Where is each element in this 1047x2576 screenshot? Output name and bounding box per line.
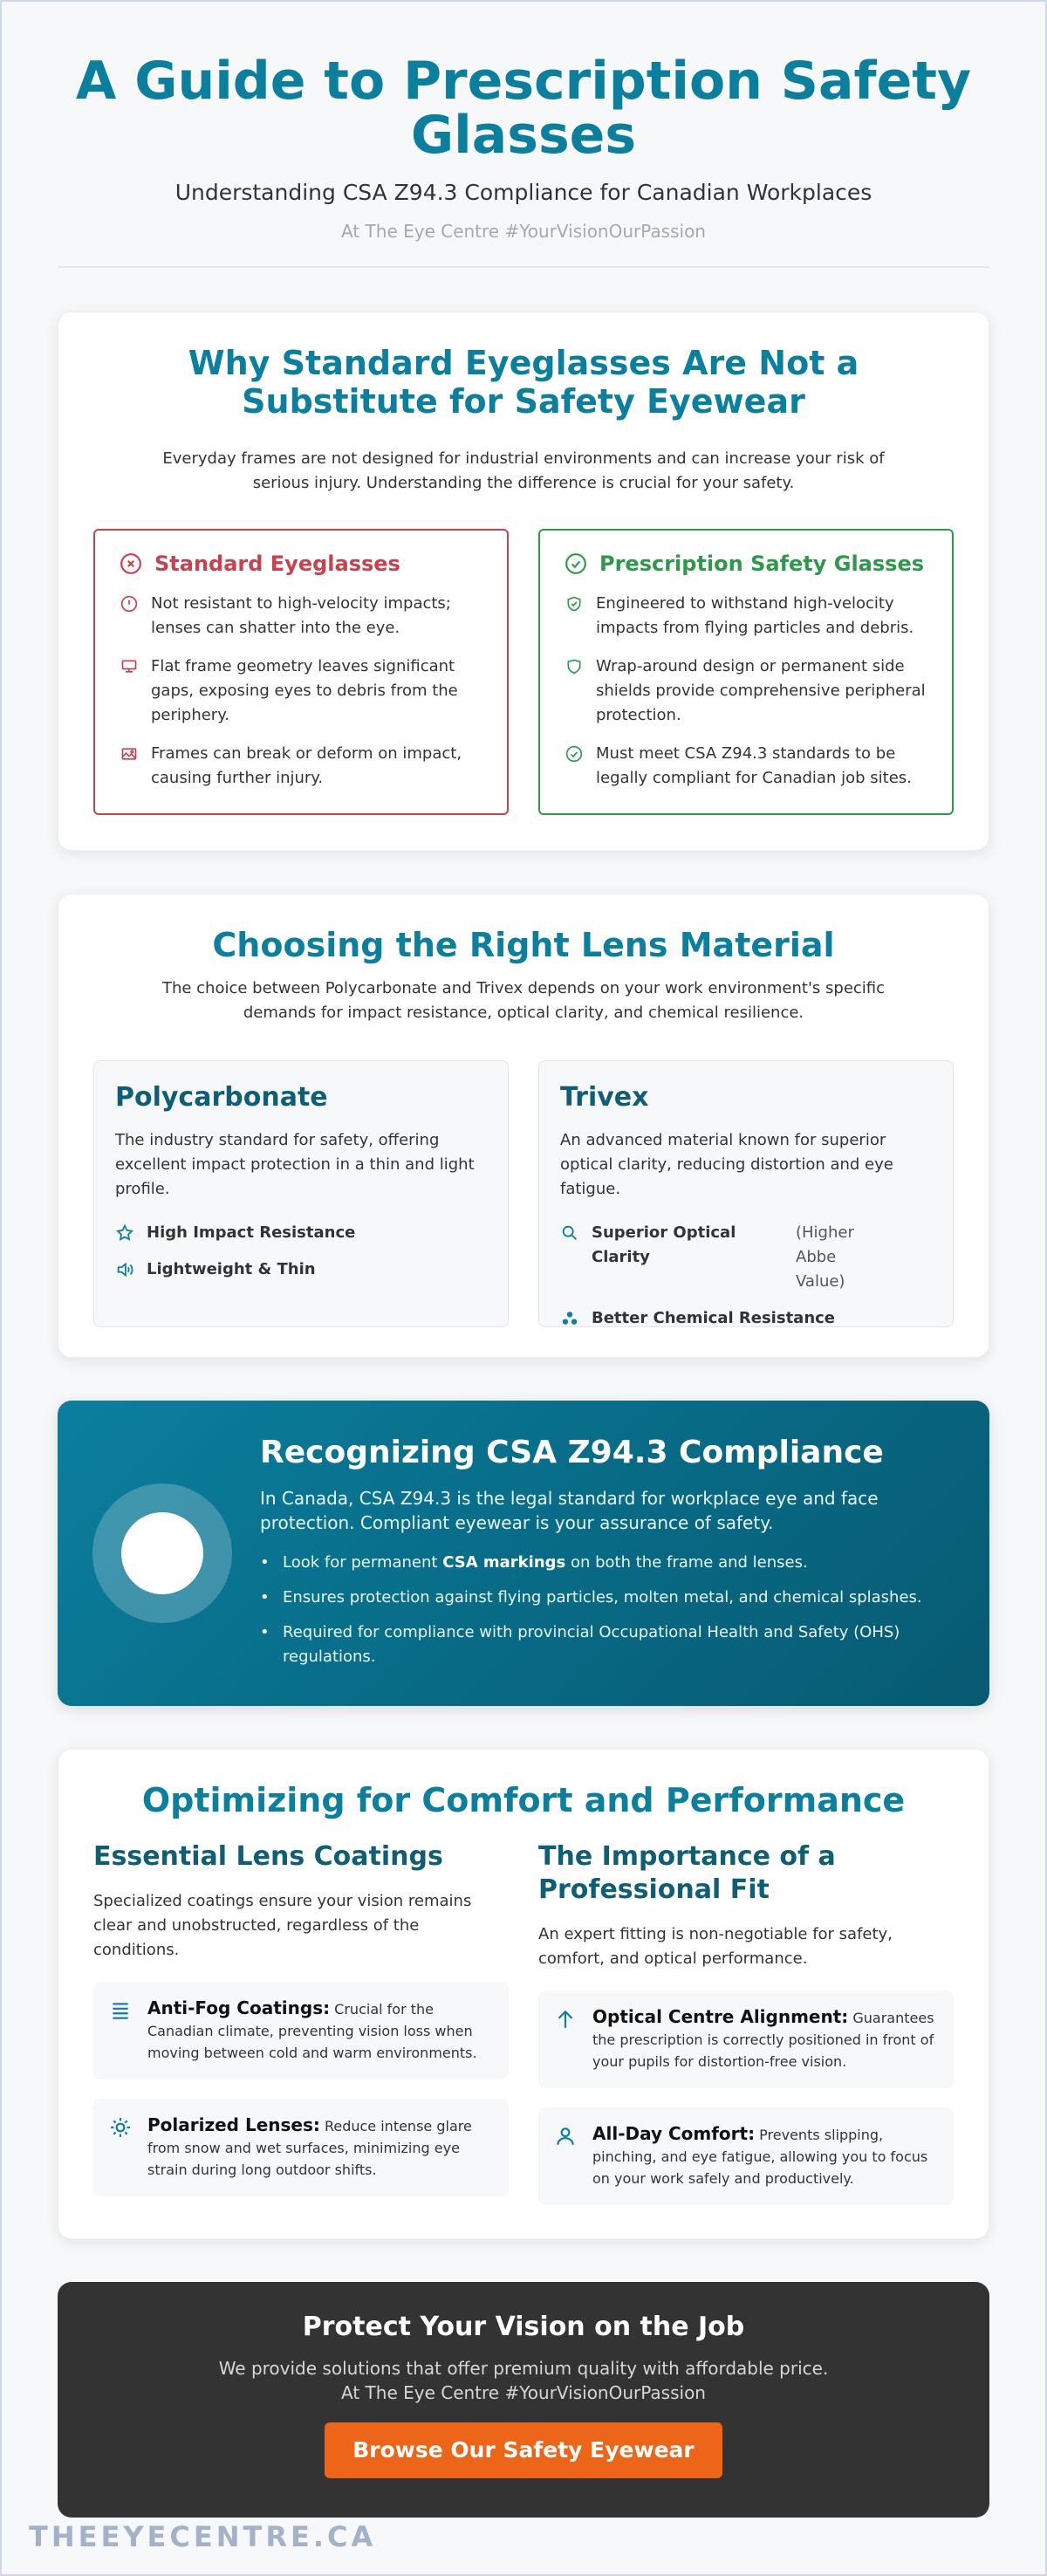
fit-heading: The Importance of a Professional Fit xyxy=(538,1841,836,1905)
speaker-icon xyxy=(115,1260,134,1279)
standard-vs-safety-section xyxy=(58,312,989,851)
section-title: Why Standard Eyeglasses Are Not a Substitute for Safety Eyewear xyxy=(188,344,859,421)
coatings-heading: Essential Lens Coatings xyxy=(93,1841,443,1872)
page-header xyxy=(58,51,989,242)
list-item: Engineered to withstand high-velocity impacts from flying particles and debris. xyxy=(565,592,927,641)
list-item: • Look for permanent CSA markings on both the frame and lenses. xyxy=(260,1551,928,1575)
section-intro: Everyday frames are not designed for industrial environments and can increase your risk of serious injury. Understanding the difference is crucial for your safety. xyxy=(162,449,885,492)
cta-panel xyxy=(58,2282,989,2518)
feature-item: Lightweight & Thin xyxy=(115,1257,487,1282)
alert-circle-icon xyxy=(120,595,139,613)
csa-compliance-banner xyxy=(58,1401,989,1706)
page-subtitle: Understanding CSA Z94.3 Compliance for Canadian Workplaces xyxy=(174,180,872,205)
sun-icon xyxy=(109,2116,132,2139)
tip-card: Anti-Fog Coatings: Crucial for the Canadian climate, preventing vision loss when moving between cold and warm environments. xyxy=(93,1982,509,2079)
polycarbonate-card xyxy=(93,1060,509,1327)
trivex-description: An advanced material known for superior optical clarity, reducing distortion and eye fatigue. xyxy=(560,1131,893,1198)
tip-card: All-Day Comfort: Prevents slipping, pinching, and eye fatigue, allowing you to focus on your work safely and productively. xyxy=(538,2107,954,2205)
list-item: Frames can break or deform on impact, causing further injury. xyxy=(120,742,482,791)
x-circle-icon xyxy=(120,552,142,575)
list-item: Must meet CSA Z94.3 standards to be legally compliant for Canadian job sites. xyxy=(565,742,927,791)
feature-item: High Impact Resistance xyxy=(115,1221,487,1245)
list-item: Wrap-around design or permanent side shields provide comprehensive peripheral protection. xyxy=(565,654,927,728)
standard-eyeglasses-heading: Standard Eyeglasses xyxy=(154,552,400,576)
list-item: • Required for compliance with provincial Occupational Health and Safety (OHS) regulations. xyxy=(260,1620,928,1669)
fit-intro: An expert fitting is non-negotiable for safety, comfort, and optical performance. xyxy=(538,1925,893,1968)
trivex-card xyxy=(538,1060,954,1327)
coatings-intro: Specialized coatings ensure your vision remains clear and unobstructed, regardless of the conditions. xyxy=(93,1892,472,1959)
trivex-heading: Trivex xyxy=(560,1082,649,1113)
professional-fit-column xyxy=(538,1840,954,2205)
polycarbonate-heading: Polycarbonate xyxy=(115,1082,328,1113)
magnifier-icon xyxy=(560,1223,579,1243)
cta-line: We provide solutions that offer premium quality with affordable price. xyxy=(218,2358,829,2379)
list-item: Not resistant to high-velocity impacts; lenses can shatter into the eye. xyxy=(120,592,482,641)
broken-image-icon xyxy=(120,745,139,763)
star-icon xyxy=(115,1223,134,1243)
frame-gap-icon xyxy=(120,658,139,675)
shield-icon xyxy=(565,658,584,675)
list-item: Flat frame geometry leaves significant gaps, exposing eyes to debris from the periphery. xyxy=(120,654,482,728)
cta-line: At The Eye Centre #YourVisionOurPassion xyxy=(341,2382,706,2403)
safety-glasses-card xyxy=(538,529,954,815)
csa-lead: In Canada, CSA Z94.3 is the legal standard for workplace eye and face protection. Compliant eyewear is your assurance of safety. xyxy=(260,1488,879,1533)
layers-icon xyxy=(109,1999,132,2022)
tip-card: Optical Centre Alignment: Guarantees the prescription is correctly positioned in front of your pupils for distortion-free vision. xyxy=(538,1990,954,2088)
polycarbonate-description: The industry standard for safety, offering excellent impact protection in a thin and light profile. xyxy=(115,1131,475,1198)
csa-title: Recognizing CSA Z94.3 Compliance xyxy=(260,1435,884,1470)
cta-title: Protect Your Vision on the Job xyxy=(302,2312,745,2342)
page-title: A Guide to Prescription Safety Glasses xyxy=(75,51,972,166)
section-title: Optimizing for Comfort and Performance xyxy=(141,1781,906,1819)
user-icon xyxy=(554,2125,577,2148)
shield-check-icon xyxy=(565,595,584,613)
comfort-performance-section xyxy=(58,1749,989,2239)
header-divider xyxy=(58,266,989,268)
arrow-up-icon xyxy=(554,2008,577,2031)
section-title: Choosing the Right Lens Material xyxy=(212,926,835,964)
lens-coatings-column xyxy=(93,1840,509,2205)
check-circle-icon xyxy=(565,745,584,763)
site-logo: THEEYECENTRE.CA xyxy=(29,2520,377,2553)
browse-safety-eyewear-button[interactable]: Browse Our Safety Eyewear xyxy=(325,2422,722,2478)
feature-item: Better Chemical Resistance xyxy=(560,1306,932,1331)
lens-material-section xyxy=(58,894,989,1358)
check-circle-icon xyxy=(565,552,587,575)
safety-glasses-heading: Prescription Safety Glasses xyxy=(599,552,925,576)
feature-item: Superior Optical Clarity (Higher Abbe Value) xyxy=(560,1221,932,1294)
molecule-icon xyxy=(560,1309,579,1328)
list-item: • Ensures protection against flying particles, molten metal, and chemical splashes. xyxy=(260,1586,928,1610)
standard-eyeglasses-card xyxy=(93,529,509,815)
page-tagline: At The Eye Centre #YourVisionOurPassion xyxy=(341,221,706,242)
section-intro: The choice between Polycarbonate and Trivex depends on your work environment's specific demands for impact resistance, optical clarity, and chemical resilience. xyxy=(161,979,886,1022)
tip-card: Polarized Lenses: Reduce intense glare from snow and wet surfaces, minimizing eye strain during long outdoor shifts. xyxy=(93,2099,509,2196)
csa-seal-icon xyxy=(92,1483,232,1623)
